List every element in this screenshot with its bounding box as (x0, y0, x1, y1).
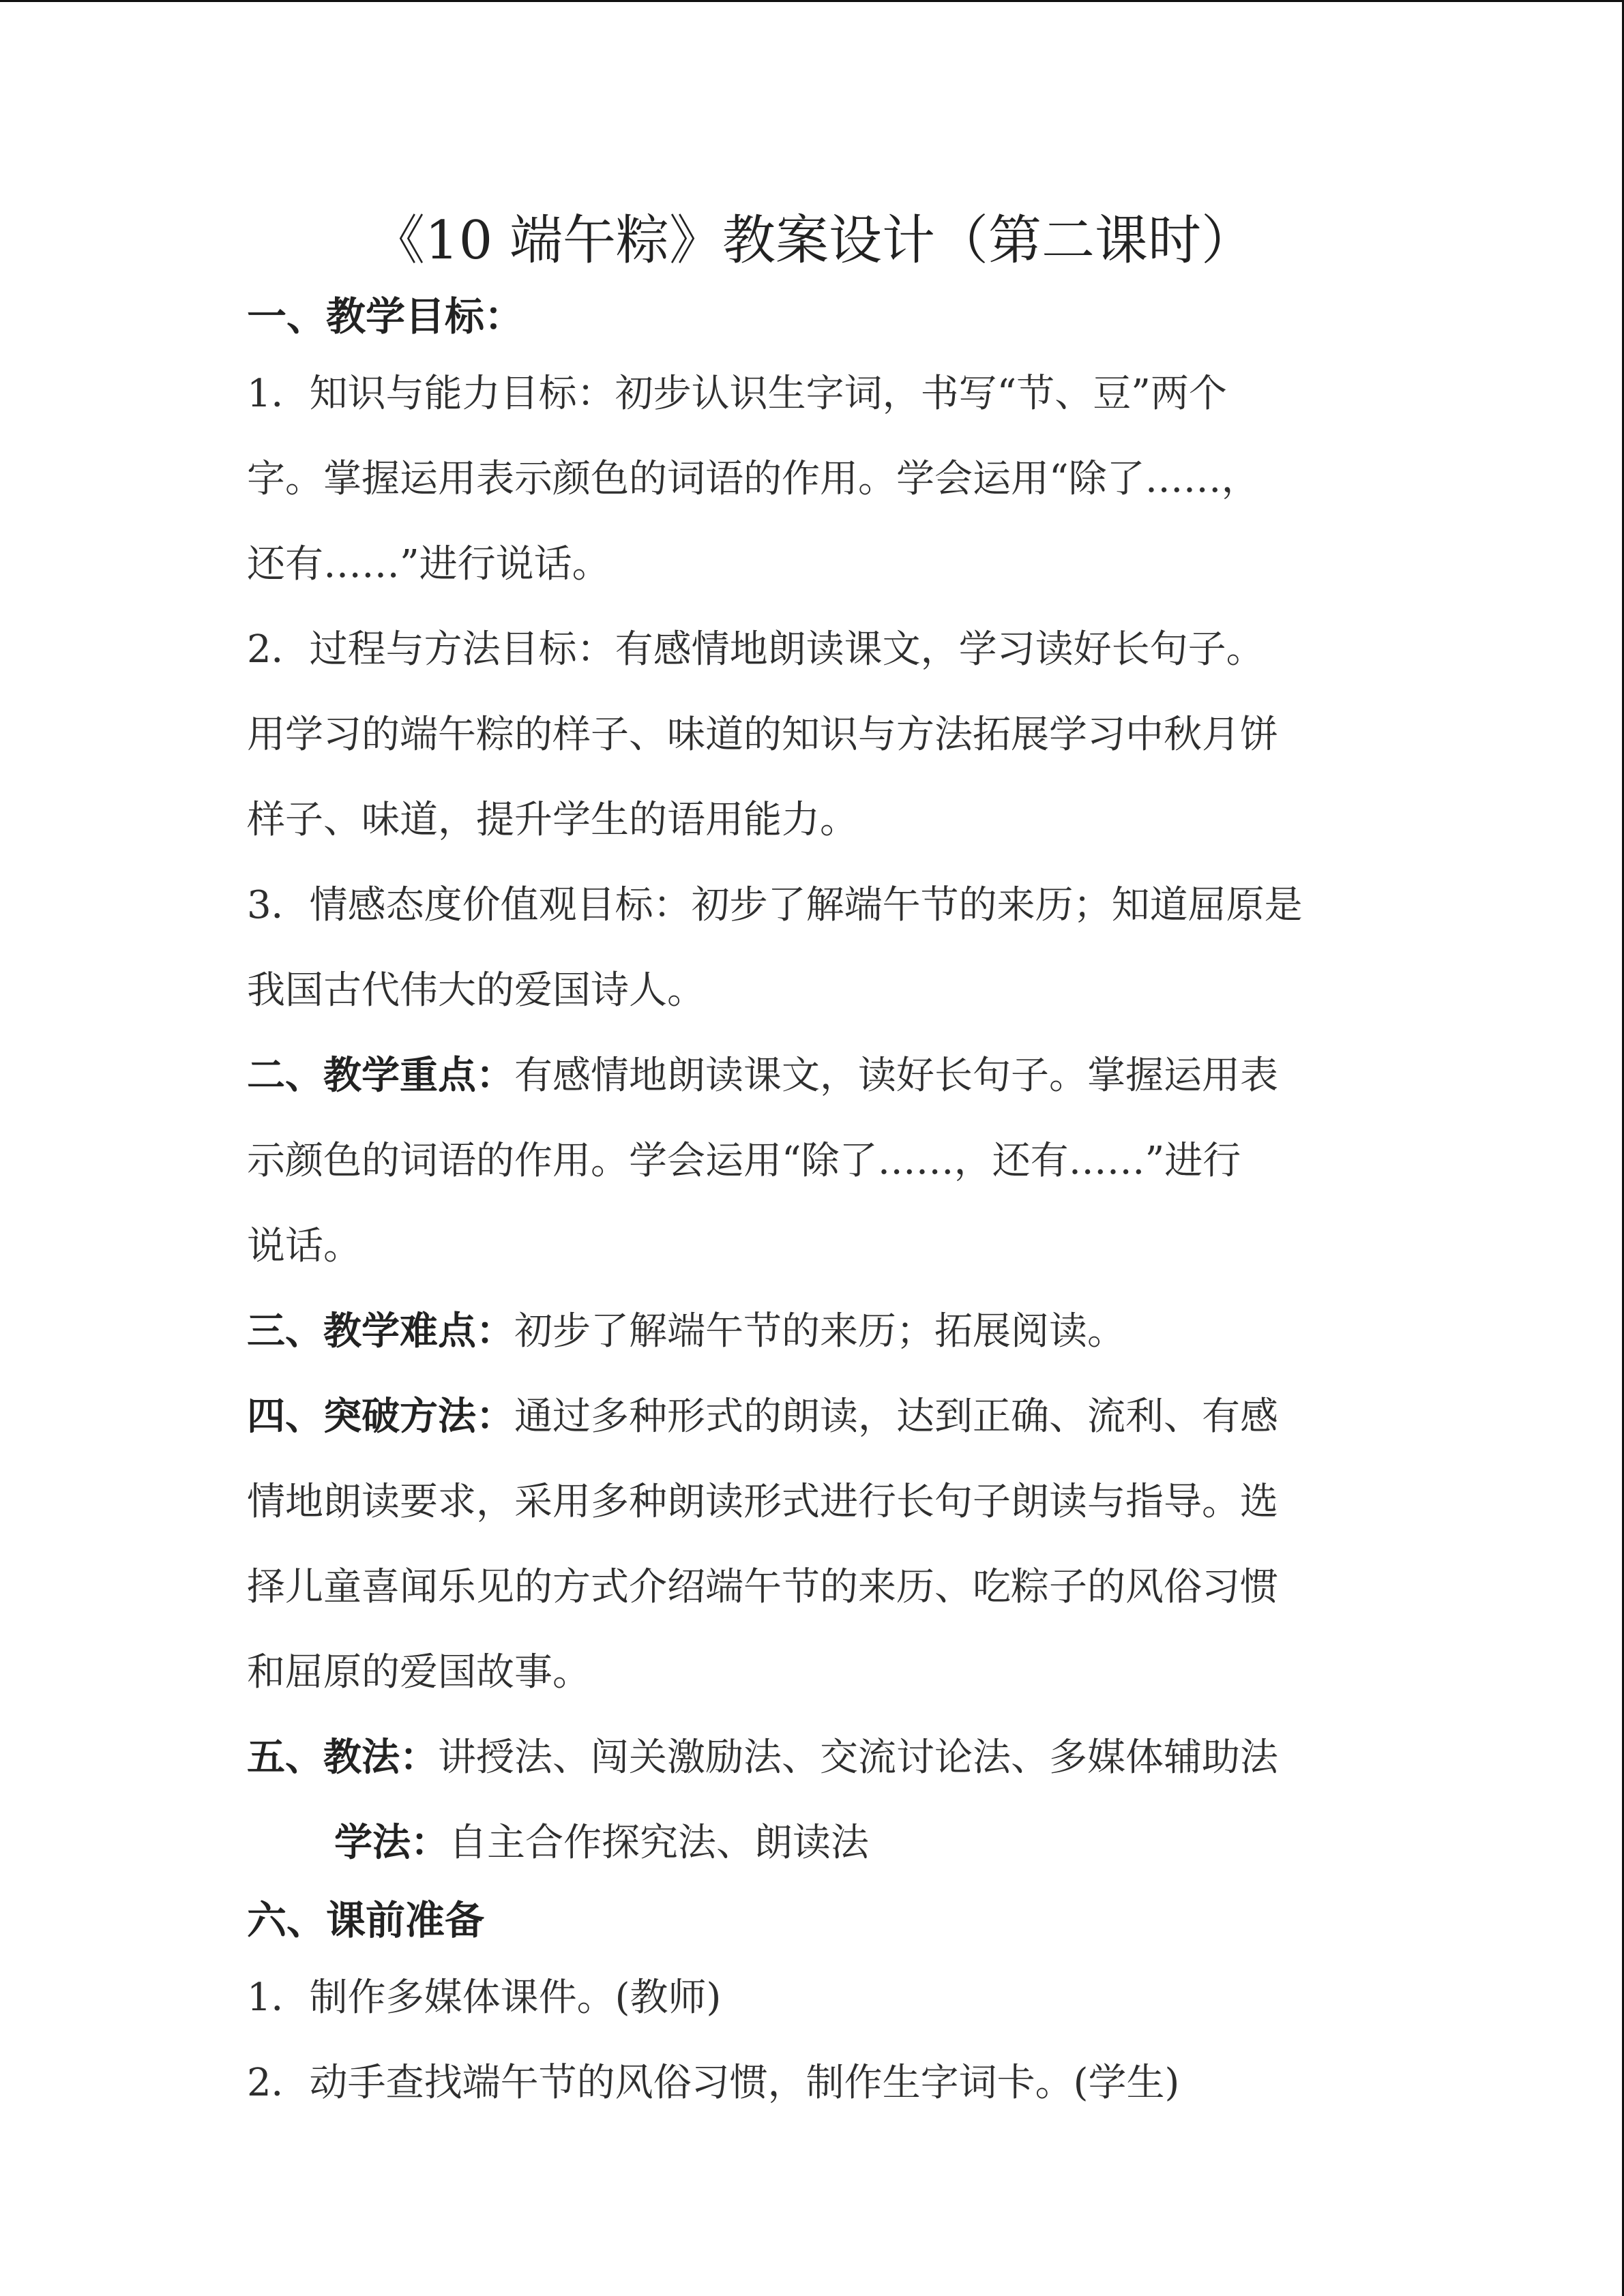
page-title: 《10 端午粽》教案设计（第二课时） (371, 210, 1255, 271)
methods-line-2: 情地朗读要求，采用多种朗读形式进行长句子朗读与指导。选 (247, 1480, 1278, 1524)
teaching-methods-text: 讲授法、闯关激励法、交流讨论法、多媒体辅助法 (438, 1735, 1278, 1780)
key-points-line-3: 说话。 (247, 1224, 361, 1268)
objective-2-line-1: 2．过程与方法目标：有感情地朗读课文，学习读好长句子。 (247, 627, 1265, 672)
objective-3-line-2: 我国古代伟大的爱国诗人。 (247, 968, 705, 1013)
objective-1-line-1: 1．知识与能力目标：初步认识生字词，书写“节、豆”两个 (247, 372, 1227, 416)
preparation-heading (247, 1885, 1379, 1955)
preparation-heading-text: 六、课前准备 (247, 1897, 485, 1943)
objective-3-line-1: 3．情感态度价值观目标：初步了解端午节的来历；知道屈原是 (247, 883, 1303, 927)
key-points-line-2: 示颜色的词语的作用。学会运用“除了……，还有……”进行 (247, 1139, 1241, 1183)
methods-line-3: 择儿童喜闻乐见的方式介绍端午节的来历、吃粽子的风俗习惯 (247, 1565, 1278, 1609)
key-points-line-1 (247, 1033, 1379, 1118)
key-points-text-1: 有感情地朗读课文，读好长句子。掌握运用表 (514, 1054, 1278, 1098)
preparation-item-2: 2．动手查找端午节的风俗习惯，制作生字词卡。(学生) (247, 2061, 1180, 2105)
methods-line-4: 和屈原的爱国故事。 (247, 1650, 591, 1695)
difficulties-label: 三、教学难点： (247, 1309, 514, 1354)
methods-label: 四、突破方法： (247, 1395, 514, 1439)
methods-line-1 (247, 1374, 1379, 1459)
difficulties-line (247, 1289, 1379, 1374)
study-methods-line (247, 1800, 1379, 1885)
document-content (247, 200, 1379, 2126)
objectives-heading-text: 一、教学目标： (247, 293, 525, 340)
difficulties-text: 初步了解端午节的来历；拓展阅读。 (514, 1309, 1125, 1354)
objective-2-line-3: 样子、味道，提升学生的语用能力。 (247, 798, 858, 842)
key-points-label: 二、教学重点： (247, 1054, 514, 1098)
preparation-item-1: 1．制作多媒体课件。(教师) (247, 1976, 722, 2020)
teaching-methods-label: 五、教法： (247, 1735, 438, 1780)
objectives-heading (247, 282, 1379, 351)
study-methods-label: 学法： (334, 1821, 449, 1865)
objective-2-line-2: 用学习的端午粽的样子、味道的知识与方法拓展学习中秋月饼 (247, 713, 1278, 757)
objective-1-line-3: 还有……”进行说话。 (247, 542, 610, 586)
teaching-methods-line (247, 1715, 1379, 1800)
objective-1-line-2: 字。掌握运用表示颜色的词语的作用。学会运用“除了……， (247, 457, 1260, 501)
study-methods-text: 自主合作探究法、朗读法 (449, 1821, 869, 1865)
methods-text-1: 通过多种形式的朗读，达到正确、流利、有感 (514, 1395, 1278, 1439)
